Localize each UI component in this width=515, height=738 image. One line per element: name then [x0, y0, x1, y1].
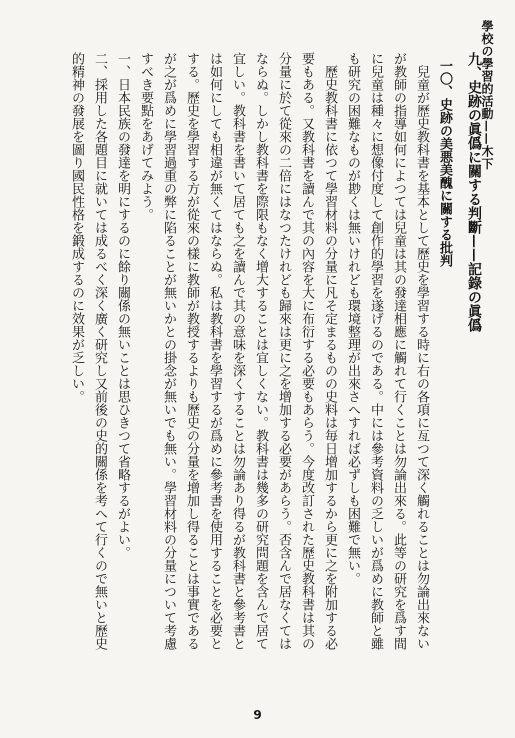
list-item: 二、採用した各題目に就いては成るべく深く廣く研究し又前後の史的關係を考へて行くので無いと歷史的精神の發展を圖り國民性格を鍛成するのに效果が乏しい。	[69, 52, 107, 650]
subsection-heading: 一〇、史跡の美悪美醜に關する批判	[437, 58, 452, 267]
list-item: 一、日本民族の發達を明にするのに餘り關係の無いことは思ひきつて省略するがよい。	[115, 52, 130, 559]
section-heading: 九、史跡の眞僞に關する判斷——記錄の眞僞	[466, 52, 482, 332]
page-number: 9	[253, 708, 262, 722]
body-paragraph: 兒童が歷史教科書を基本として歷史を學習する時に右の各項に亙つて深く觸れることは勿論出來ないが教師の指導如何によつては兒童は其の發達相應に觸れて行くことは勿論出來る。此等の研究を爲す間に兒童は種々に想像付度して創作的學習を遂げるのである。中には參考資料の乏しいが爲めに教師と雖も研究の困難なものが尠くは無いけれども環境整理が出來さへすれば必ずしも困難で無い。	[345, 52, 429, 650]
running-head: 學校の學習的活動——木下	[480, 20, 494, 170]
body-paragraph: 歷史教科書に依つて學習材料の分量に凡そ定まるものの史料は毎日增加するから更に之を附加する必要もある。又教科書を讀んで其の內容を大に布衍する必要もあらう。今度改訂された歷史教科書は其の分量に於て從來の二倍にはなつたけれども歸來は更に之を增加する必要があらう。否含んで居なくてはならぬ。しかし教科書を際限もなく增大することは宜しくない。教科書は幾多の研究問題を含んで居て宜しい。教科書を書いて居ても之を讀んで其の意味を深くすることは勿論あり得るが教科書と參考書とは如何にしても相違が無くてはならぬ。私は教科書を學習するが爲めに參考書を使用することを必要とする。歷史を學習する方が從來の樣に教師が教授するよりも歷史の分量を增加し得ることは事實であるが之が爲めに學習過重の弊に陷ることが無いかとの掛念が無いでも無い。學習材料の分量について考慮すべき要點をあげてみよう。	[138, 52, 337, 650]
page-body	[15, 52, 485, 652]
